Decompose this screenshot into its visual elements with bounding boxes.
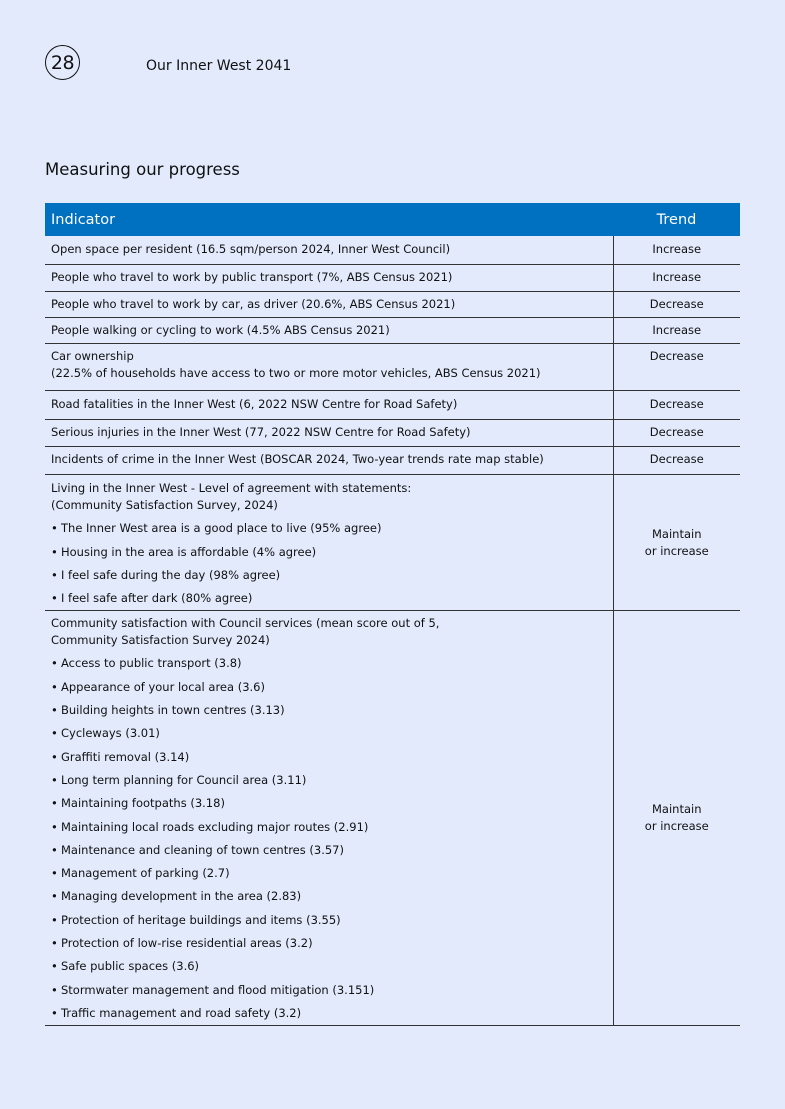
- list-item: • Maintaining footpaths (3.18): [51, 795, 607, 812]
- table-header-row: [45, 203, 740, 236]
- list-item: • Safe public spaces (3.6): [51, 958, 607, 975]
- trend-cell: Increase: [613, 265, 740, 292]
- section-heading: Measuring our progress: [45, 160, 240, 179]
- indicator-heading: Living in the Inner West - Level of agreement with statements:: [51, 481, 412, 495]
- list-item: • Management of parking (2.7): [51, 865, 607, 882]
- list-item: • Maintenance and cleaning of town centres (3.57): [51, 842, 607, 859]
- trend-cell: Decrease: [613, 391, 740, 420]
- trend-line: or increase: [644, 543, 709, 558]
- trend-cell: Increase: [613, 318, 740, 344]
- indicator-cell: [45, 344, 613, 391]
- trend-cell: [613, 475, 740, 611]
- list-item: • Access to public transport (3.8): [51, 655, 607, 672]
- table-row: [45, 420, 740, 447]
- list-item: • The Inner West area is a good place to live (95% agree): [51, 520, 607, 537]
- list-item: • I feel safe during the day (98% agree): [51, 567, 607, 584]
- list-item: • Long term planning for Council area (3.11): [51, 772, 607, 789]
- list-item: • Cycleways (3.01): [51, 725, 607, 742]
- trend-cell: Decrease: [613, 447, 740, 475]
- trend-line: or increase: [644, 819, 709, 834]
- trend-cell: Decrease: [613, 292, 740, 318]
- indicator-heading-source: Community Satisfaction Survey 2024): [51, 633, 270, 648]
- list-item: • Housing in the area is affordable (4% agree): [51, 544, 607, 561]
- indicator-detail: (22.5% of households have access to two or more motor vehicles, ABS Census 2021): [51, 366, 541, 380]
- indicator-heading-source: (Community Satisfaction Survey, 2024): [51, 498, 278, 512]
- indicator-cell: People who travel to work by public transport (7%, ABS Census 2021): [45, 265, 613, 292]
- page-number-badge: [45, 45, 80, 80]
- indicator-title: Car ownership: [51, 349, 134, 363]
- table-row: [45, 391, 740, 420]
- list-item: • Stormwater management and flood mitigation (3.151): [51, 982, 607, 999]
- list-item: • Appearance of your local area (3.6): [51, 679, 607, 696]
- table-row: [45, 475, 740, 611]
- indicator-cell: People walking or cycling to work (4.5% ABS Census 2021): [45, 318, 613, 344]
- trend-cell: Increase: [613, 236, 740, 265]
- list-item: • Graffiti removal (3.14): [51, 749, 607, 766]
- list-item: • I feel safe after dark (80% agree): [51, 590, 607, 607]
- indicator-cell: Open space per resident (16.5 sqm/person 2024, Inner West Council): [45, 236, 613, 265]
- indicator-cell: Road fatalities in the Inner West (6, 2022 NSW Centre for Road Safety): [45, 391, 613, 420]
- table-row: [45, 344, 740, 391]
- list-item: • Managing development in the area (2.83): [51, 888, 607, 905]
- list-item: • Building heights in town centres (3.13): [51, 702, 607, 719]
- indicator-cell: [45, 611, 613, 1026]
- indicators-table: [45, 203, 740, 1026]
- service-list: [51, 655, 607, 1021]
- table-row: [45, 292, 740, 318]
- trend-line: Maintain: [652, 802, 702, 817]
- table-row: [45, 447, 740, 475]
- column-header-trend: Trend: [613, 203, 740, 236]
- indicator-cell: [45, 475, 613, 611]
- statement-list: [51, 520, 607, 607]
- indicator-cell: Serious injuries in the Inner West (77, 2022 NSW Centre for Road Safety): [45, 420, 613, 447]
- indicator-cell: People who travel to work by car, as driver (20.6%, ABS Census 2021): [45, 292, 613, 318]
- list-item: • Protection of low-rise residential areas (3.2): [51, 935, 607, 952]
- trend-cell: Decrease: [613, 420, 740, 447]
- table-row: [45, 611, 740, 1026]
- indicator-cell: Incidents of crime in the Inner West (BOSCAR 2024, Two-year trends rate map stable): [45, 447, 613, 475]
- page-number: 28: [50, 51, 75, 74]
- trend-cell: [613, 611, 740, 1026]
- column-header-indicator: Indicator: [45, 203, 613, 236]
- trend-line: Maintain: [652, 526, 702, 541]
- list-item: • Maintaining local roads excluding major routes (2.91): [51, 819, 607, 836]
- list-item: • Traffic management and road safety (3.2): [51, 1005, 607, 1022]
- table-row: [45, 236, 740, 265]
- table-row: [45, 265, 740, 292]
- document-title: Our Inner West 2041: [146, 58, 292, 74]
- indicator-heading: Community satisfaction with Council services (mean score out of 5,: [51, 616, 440, 631]
- table-row: [45, 318, 740, 344]
- list-item: • Protection of heritage buildings and items (3.55): [51, 912, 607, 929]
- trend-cell: Decrease: [613, 344, 740, 391]
